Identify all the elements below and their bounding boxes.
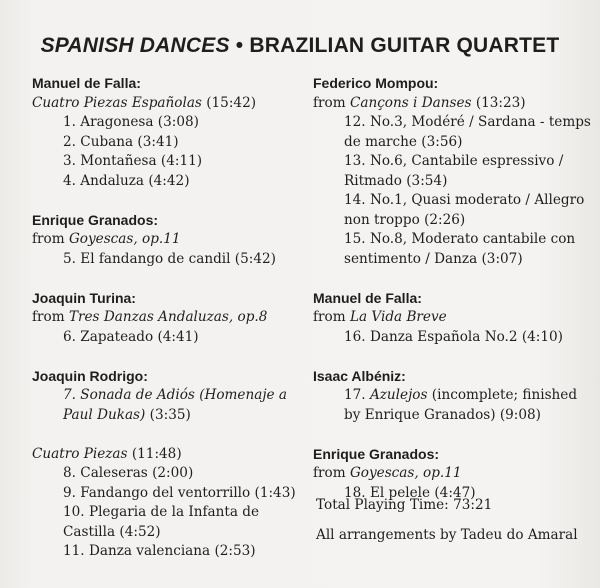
work-title: Cançons i Danses <box>349 94 472 111</box>
album-title <box>0 34 600 58</box>
track-7-title-end: Paul Dukas) <box>63 406 146 423</box>
composer-granados: Enrique Granados: <box>32 211 159 228</box>
track-14-line-2: non troppo (2:26) <box>344 211 466 228</box>
work-duration: (15:42) <box>206 94 257 111</box>
track-12-line-1: 12. No.3, Modéré / Sardana - temps <box>344 114 591 130</box>
track-10-line-1: 10. Plegaria de la Infanta de <box>63 504 260 520</box>
work-title: Tres Danzas Andaluzas, op.8 <box>68 309 268 325</box>
work-goyescas-2 <box>313 464 575 484</box>
work-duration: (13:23) <box>475 94 526 111</box>
composer-mompou: Federico Mompou: <box>313 75 439 91</box>
track-13-line-2: Ritmado (3:54) <box>344 172 448 189</box>
total-playing-time: Total Playing Time: 73:21 <box>316 497 493 513</box>
arrangement-credit: All arrangements by Tadeu do Amaral <box>316 527 578 543</box>
track-11: 11. Danza valenciana (2:53) <box>63 543 256 559</box>
work-cuatro-piezas-espanolas <box>32 94 294 114</box>
track-1: 1. Aragonesa (3:08) <box>63 114 199 130</box>
work-title: Cuatro Piezas <box>32 445 128 462</box>
from-label: from <box>32 309 65 325</box>
track-8: 8. Caleseras (2:00) <box>63 465 194 481</box>
work-goyescas <box>32 230 294 250</box>
work-title: Goyescas, op.11 <box>68 231 181 247</box>
track-17-note: (incomplete; finished <box>431 387 578 403</box>
track-17-line-2: by Enrique Granados) (9:08) <box>344 406 541 423</box>
composer-rodrigo: Joaquin Rodrigo: <box>32 367 148 384</box>
composer-granados-2: Enrique Granados: <box>313 445 440 462</box>
track-3: 3. Montañesa (4:11) <box>63 153 203 169</box>
track-16: 16. Danza Española No.2 (4:10) <box>344 328 563 345</box>
composer-falla: Manuel de Falla: <box>32 75 141 91</box>
track-17-number: 17. <box>344 387 366 403</box>
track-4: 4. Andaluza (4:42) <box>63 172 190 189</box>
title-spanish-dances: SPANISH DANCES <box>40 34 230 57</box>
work-cuatro-piezas <box>32 445 294 465</box>
track-6: 6. Zapateado (4:41) <box>63 328 199 345</box>
work-duration: (11:48) <box>131 445 182 462</box>
track-7-line-1: 7. Sonada de Adiós (Homenaje a <box>63 387 288 403</box>
track-12-line-2: de marche (3:56) <box>344 133 463 150</box>
track-9: 9. Fandango del ventorrillo (1:43) <box>63 484 296 501</box>
from-label: from <box>313 309 346 325</box>
track-list-right <box>313 74 591 503</box>
track-14-line-1: 14. No.1, Quasi moderato / Allegro <box>344 192 585 208</box>
title-separator: • <box>235 34 244 57</box>
track-5: 5. El fandango de candil (5:42) <box>63 250 276 267</box>
track-15-line-1: 15. No.8, Moderato cantabile con <box>344 231 576 247</box>
composer-falla-2: Manuel de Falla: <box>313 289 422 306</box>
composer-turina: Joaquin Turina: <box>32 289 136 306</box>
from-label: from <box>313 94 346 111</box>
track-17-title: Azulejos <box>369 387 428 403</box>
work-title: Cuatro Piezas Españolas <box>32 94 202 111</box>
track-7-line-2 <box>32 406 294 426</box>
track-10-line-2: Castilla (4:52) <box>63 523 161 540</box>
work-tres-danzas <box>32 308 294 328</box>
from-label: from <box>32 231 65 247</box>
work-la-vida-breve <box>313 308 575 328</box>
track-13-line-1: 13. No.6, Cantabile espressivo / <box>344 153 564 169</box>
title-quartet: BRAZILIAN GUITAR QUARTET <box>249 34 560 57</box>
track-2: 2. Cubana (3:41) <box>63 133 179 150</box>
track-17-line-1 <box>313 386 578 406</box>
work-cancons-i-danses <box>313 94 575 114</box>
work-title: Goyescas, op.11 <box>349 465 462 481</box>
track-18: 18. El pelele (4:47) <box>344 484 476 501</box>
track-list-left <box>32 74 294 562</box>
composer-albeniz: Isaac Albéniz: <box>313 367 406 384</box>
track-7-duration: (3:35) <box>145 406 191 423</box>
track-15-line-2: sentimento / Danza (3:07) <box>344 250 523 267</box>
from-label: from <box>313 465 346 481</box>
work-title: La Vida Breve <box>349 309 447 325</box>
